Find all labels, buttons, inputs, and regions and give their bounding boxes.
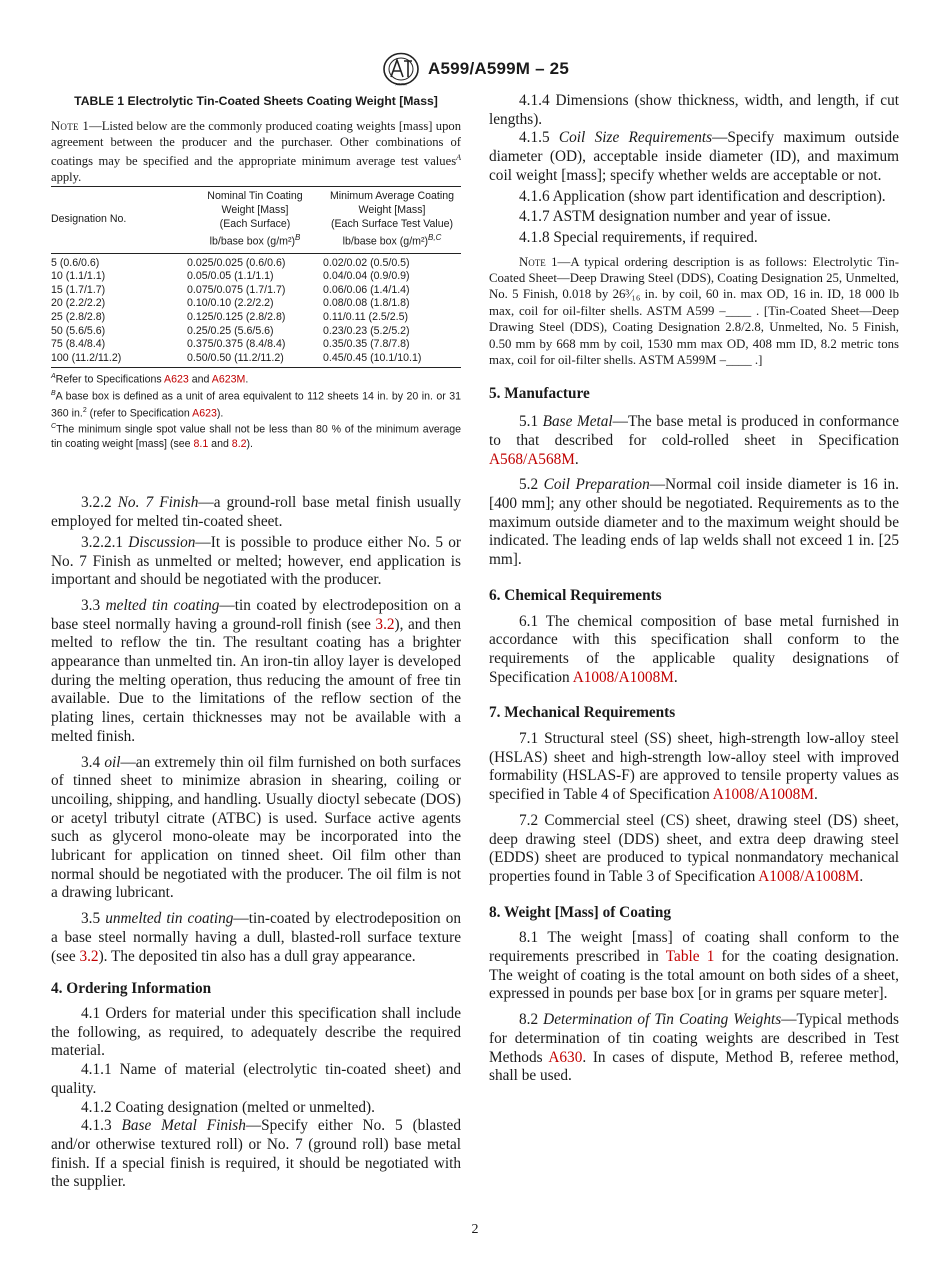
header-nominal-line3: (Each Surface) [219,217,291,230]
para-3-5: 3.5 unmelted tin coating—tin-coated by electrodeposition on a base steel normally having a dull, blasted-roll surface texture (see 3.2). The deposited tin also has a dull gray appearance. [51,910,461,965]
para-4-1-5: 4.1.5 Coil Size Requirements—Specify maximum outside diameter (OD), acceptable inside diameter (ID), and maximum coil weight [mass]; specify whether welds are acceptable or not. [489,129,899,184]
designation-cell: 10 (1.1/1.1) [51,270,106,283]
section-7-heading: 7. Mechanical Requirements [489,704,676,722]
minimum-weight-cell: 0.35/0.35 (7.8/7.8) [323,338,410,351]
nominal-weight-cell: 0.075/0.075 (1.7/1.7) [187,283,286,296]
link-a1008-c[interactable]: A1008/A1008M [758,867,860,885]
nominal-weight-cell: 0.375/0.375 (8.4/8.4) [187,338,286,351]
para-3-2-2: 3.2.2 No. 7 Finish—a ground-roll base metal finish usually employed for melted tin-coated sheet. [51,494,461,531]
link-8-2[interactable]: 8.2 [231,438,247,451]
header-designation: Designation No. [51,187,187,253]
link-8-1[interactable]: 8.1 [193,438,209,451]
link-a623-spec[interactable]: A623 [192,407,217,420]
note-end: apply. [51,170,82,185]
para-5-2: 5.2 Coil Preparation—Normal coil inside diameter is 16 in. [400 mm]; any other should be negotiated. Requirements as to the maximum outside diameter and to the maximum weight should be indicated. The leading ends of lap welds shall not exceed 1 in. [25 mm]. [489,476,899,569]
nominal-weight-cell: 0.50/0.50 (11.2/11.2) [187,352,323,368]
para-8-1: 8.1 The weight [mass] of coating shall conform to the requirements prescribed in Table 1 for the coating designation. The weight of coating is the total amount on both sides of a sheet, expressed in pounds per base box [or in grams per square meter]. [489,929,899,1003]
link-a1008-b[interactable]: A1008/A1008M [712,786,814,804]
table-note [51,118,461,185]
para-3-2-2-1: 3.2.2.1 Discussion—It is possible to produce either No. 5 or No. 7 Finish as unmelted or melted; however, end application is important and should be negotiated with the producer. [51,533,461,589]
designation-cell: 75 (8.4/8.4) [51,338,106,351]
note-text: —Listed below are the commonly produced coating weights [mass] upon agreement between the producer and the purchaser. Other combinations of coatings may be specified and the appropriate minimum average test values [51,119,461,169]
para-4-1-3: 4.1.3 Base Metal Finish—Specify either No. 5 (blasted and/or otherwise textured roll) or No. 7 (ground roll) base metal finish. If a special finish is required, it should be negotiated with the supplier. [51,1117,461,1191]
table-row [51,325,461,339]
table-row [51,270,461,284]
para-6-1: 6.1 The chemical composition of base metal furnished in accordance with this specification shall conform to the requirements of the applicable quality designations of Specification A1008/A1008M. [489,612,899,686]
nominal-weight-cell: 0.05/0.05 (1.1/1.1) [187,270,274,283]
table-row [51,297,461,311]
para-4-1: 4.1 Orders for material under this specification shall include the following, as required, to adequately describe the required material. [51,1005,461,1060]
section-4-heading: 4. Ordering Information [51,980,212,998]
header-nominal-line4: lb/base box $(g/m^2)^B$ [209,233,301,248]
right-column [489,92,899,1086]
table-row [51,253,461,270]
header-minimum-line2: Weight [Mass] [358,203,426,216]
minimum-weight-cell: 0.04/0.04 (0.9/0.9) [323,270,410,283]
minimum-weight-cell: 0.45/0.45 (10.1/10.1) [323,352,461,368]
designation-cell: 100 (11.2/11.2) [51,352,187,368]
right-body-text [489,92,899,248]
table-title: TABLE 1 Electrolytic Tin-Coated Sheets Coating Weight [Mass] [74,94,438,108]
link-a623[interactable]: A623 [164,373,189,386]
nominal-weight-cell: 0.10/0.10 (2.2/2.2) [187,297,274,310]
header-minimum-line3: (Each Surface Test Value) [330,217,454,230]
link-3-2[interactable]: 3.2 [375,615,395,633]
table-footnote-b: $^B$A base box is defined as a unit of area equivalent to 112 sheets 14 in. by 20 in. or 31 360 in.$^2$ (refer to Specification A623). [51,390,461,420]
table-row [51,352,461,368]
para-4-1-6: 4.1.6 Application (show part identification and description). [519,187,886,205]
header-nominal-line2: Weight [Mass] [221,203,289,216]
section-6-heading: 6. Chemical Requirements [489,586,662,604]
designation-cell: 5 (0.6/0.6) [51,256,100,269]
para-3-4: 3.4 oil—an extremely thin oil film furnished on both surfaces of tinned sheet to minimize abrasion in shearing, coiling or uncoiling, shipping, and handling. Usually dioctyl sebecate (DOS) or acetyl tributyl citrate (ATBC) is used. Surface active agents such as glycerol mono-oleate may be incorporated into the lubricant for application on tinned sheet. Oil film other than normal should be negotiated with the producer. The oil film is not a drawing lubricant. [51,753,461,902]
designation-cell: 15 (1.7/1.7) [51,283,106,296]
link-a623m[interactable]: A623M [211,373,246,386]
nominal-weight-cell: 0.25/0.25 (5.6/5.6) [187,324,274,337]
document-designation: A599/A599M – 25 [428,59,569,78]
astm-logo [381,52,421,86]
right-body-text-2 [489,385,899,1086]
minimum-weight-cell: 0.08/0.08 (1.8/1.8) [323,297,410,310]
link-a630[interactable]: A630 [548,1048,583,1066]
header-nominal-line1: Nominal Tin Coating [207,190,303,203]
para-4-1-4: 4.1.4 Dimensions (show thickness, width, and length, if cut lengths). [489,92,899,128]
para-7-2: 7.2 Commercial steel (CS) sheet, drawing steel (DS) sheet, deep drawing steel (DDS) sheet, and extra deep drawing steel (EDDS) sheet are produced to typical nonmandatory mechanical properties found in Table 3 of Specification A1008/A1008M. [489,811,899,885]
left-column [51,92,461,1192]
para-7-1: 7.1 Structural steel (SS) sheet, high-strength low-alloy steel (HSLAS) sheet and high-strength low-alloy steel with improved formability (HSLAS-F) are approved to tensile property values as specified in Table 4 of Specification A1008/A1008M. [489,730,899,804]
designation-cell: 25 (2.8/2.8) [51,310,106,323]
para-4-1-1: 4.1.1 Name of material (electrolytic tin-coated sheet) and quality. [51,1061,461,1097]
minimum-weight-cell: 0.23/0.23 (5.2/5.2) [323,324,410,337]
minimum-weight-cell: 0.06/0.06 (1.4/1.4) [323,283,410,296]
link-table-1[interactable]: Table 1 [665,948,715,966]
page-number: 2 [471,1222,479,1237]
section-5-heading: 5. Manufacture [489,385,590,403]
header-minimum [323,187,461,253]
header-minimum-line1: Minimum Average Coating [329,190,455,203]
minimum-weight-cell: 0.02/0.02 (0.5/0.5) [323,256,410,269]
table-footnote-c: $^C$The minimum single spot value shall not be less than 80 % of the minimum average tin coating weight [mass] (see 8.1 and 8.2). [51,423,461,451]
designation-cell: 50 (5.6/5.6) [51,324,106,337]
para-4-1-8: 4.1.8 Special requirements, if required. [519,228,758,246]
section-8-heading: 8. Weight [Mass] of Coating [489,903,672,921]
header-nominal [187,187,323,253]
para-5-1: 5.1 Base Metal—The base metal is produced in conformance to that described for cold-rolled sheet in Specification A568/A568M. [489,413,899,468]
table-row [51,284,461,298]
note-label: Note 1 [51,119,90,133]
para-3-3: 3.3 melted tin coating—tin coated by electrodeposition on a base steel normally having a ground-roll finish (see 3.2), and then melted to reflow the tin. The resultant coating has a brighter appearance than unmelted tin. An iron-tin alloy layer is developed during the melting operation, thus reducing the amount of free tin available. Due to the limitations of the reflow section of the plating lines, certain thicknesses may not be available with a melted finish. [51,596,461,745]
left-body-text [51,494,461,1192]
coating-weight-table [51,186,461,368]
svg-text:ASTM: ASTM [395,81,407,86]
ordering-note: Note 1—A typical ordering description is as follows: Electrolytic Tin-Coated Sheet—Deep Drawing Steel (DDS), Coating Designation 25, Unmelted, No. 5 Finish, 0.018 by 26³⁄₁₆ in. by coil, 60 in. max OD, 16 in. ID, 18 000 lb max, coil for oil-filter shells. ASTM A599 –____ . [Tin-Coated Sheet—Deep Drawing Steel (DDS), Coating Designation 2.8/2.8, Unmelted, No. 5 Finish, 0.50 mm by 668 mm by coil, 1530 mm max OD, 408 mm ID, 8.2 metric tons max, coil for oil-filter shells. ASTM A599M –____ .] [489,254,899,368]
table-row [51,338,461,352]
table-footnote-a: $^A$Refer to Specifications A623 and A623M. [51,373,249,386]
para-8-2: 8.2 Determination of Tin Coating Weights—Typical methods for determination of tin coating weights are described in Test Methods A630. In cases of dispute, Method B, referee method, shall be used. [489,1011,900,1085]
para-4-1-7: 4.1.7 ASTM designation number and year of issue. [519,208,831,226]
note-sup: A [456,153,461,162]
table-row [51,311,461,325]
minimum-weight-cell: 0.11/0.11 (2.5/2.5) [323,310,409,323]
link-a568[interactable]: A568/A568M [489,450,575,468]
para-4-1-2: 4.1.2 Coating designation (melted or unmelted). [81,1098,375,1116]
nominal-weight-cell: 0.025/0.025 (0.6/0.6) [187,256,286,269]
header-minimum-line4: lb/base box $(g/m^2)^{B,C}$ [342,233,442,248]
link-3-2-b[interactable]: 3.2 [79,947,99,965]
nominal-weight-cell: 0.125/0.125 (2.8/2.8) [187,310,286,323]
designation-cell: 20 (2.2/2.2) [51,297,106,310]
table-header-row [51,187,461,253]
link-a1008-a[interactable]: A1008/A1008M [572,668,674,686]
